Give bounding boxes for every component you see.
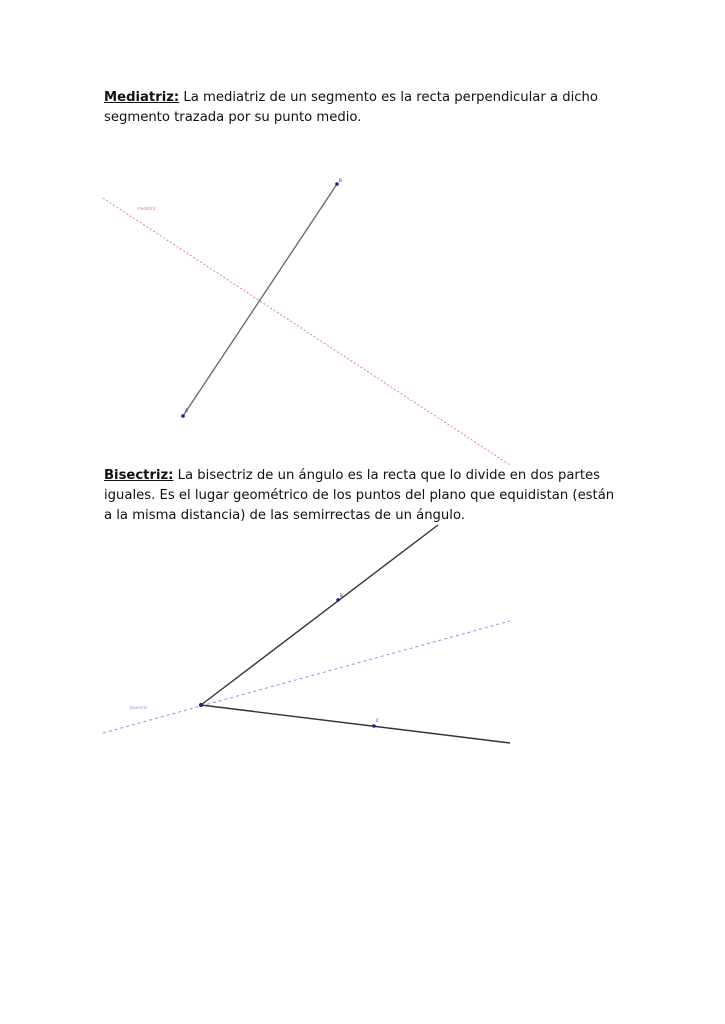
point-a xyxy=(181,414,185,418)
point-b-label: B xyxy=(340,593,343,598)
segment-ab xyxy=(183,184,337,416)
mediatriz-figure xyxy=(0,170,725,470)
point-c xyxy=(372,724,375,727)
bisectriz-figure xyxy=(0,520,725,760)
mediatriz-label: mediatriz xyxy=(137,206,156,211)
point-c-label: C xyxy=(376,718,379,723)
bisectriz-line xyxy=(103,621,510,733)
bisectriz-term: Bisectriz: xyxy=(104,468,174,483)
mediatriz-definition: La mediatriz de un segmento es la recta perpendicular a dicho segmento trazada por su punto medio. xyxy=(104,90,598,125)
mediatriz-paragraph xyxy=(104,88,624,128)
bisectriz-paragraph xyxy=(104,466,624,526)
mediatriz-line xyxy=(103,198,510,465)
mediatriz-term: Mediatriz: xyxy=(104,90,180,105)
ray-lower xyxy=(201,705,510,743)
bisectriz-label: bisectriz xyxy=(130,705,147,710)
point-b xyxy=(336,598,339,601)
bisectriz-definition: La bisectriz de un ángulo es la recta que lo divide en dos partes iguales. Es el lugar geométrico de los puntos del plano que equidistan (están a la misma distancia) de las semirrectas de un ángulo. xyxy=(104,468,615,523)
ray-upper xyxy=(201,525,438,705)
point-a-label: A xyxy=(185,408,188,413)
vertex-point xyxy=(199,703,203,707)
point-b-label: B xyxy=(339,178,342,183)
